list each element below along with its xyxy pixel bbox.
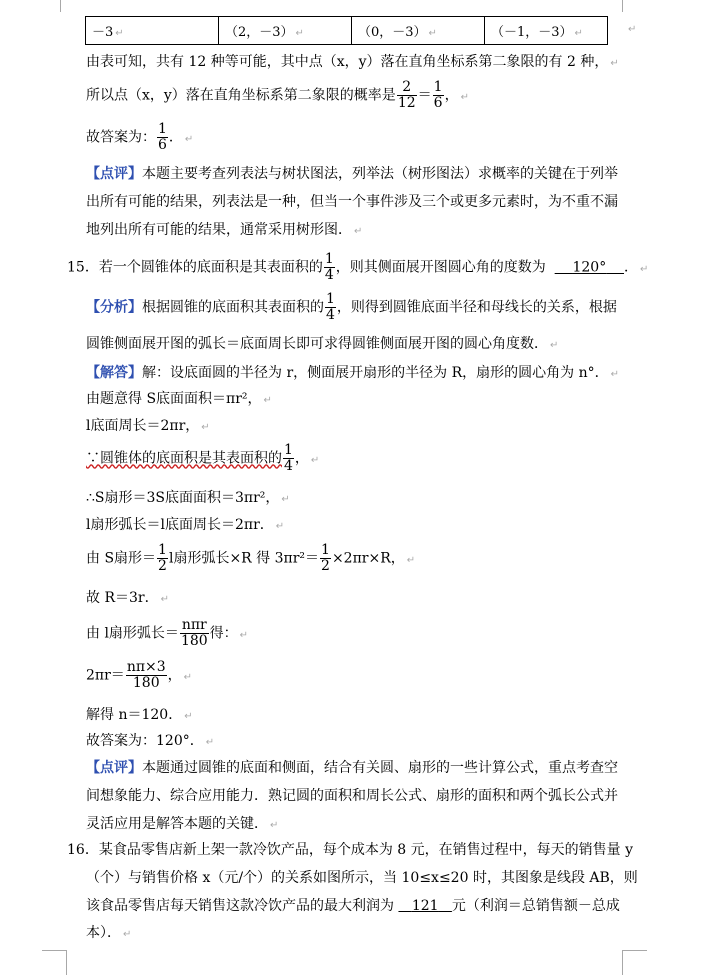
- p14-review-line1: 【点评】本题主要考查列表法与树状图法，列举法（树形图法）求概率的关键在于列举: [86, 166, 618, 182]
- table-row: [86, 17, 608, 45]
- q15-step10: 解得 n＝120． ↵: [86, 707, 193, 723]
- row-end-mark: ↵: [628, 24, 637, 35]
- q16-line4: 本）． ↵: [86, 925, 132, 941]
- answer-blank: 120°: [572, 259, 607, 276]
- q16-line2: （个）与销售价格 x（元/个）的关系如图所示，当 10≤x≤20 时，其图象是线段 AB，则: [86, 870, 638, 886]
- q15-review-line3: 灵活应用是解答本题的关键． ↵: [86, 816, 279, 832]
- q15-question: 15．若一个圆锥体的底面积是其表面积的 $\frac{1}{4}$ ，则其侧面展开图圆心角的度数为 120° ． ↵: [67, 251, 649, 283]
- fraction-1-4: $\frac{1}{4}$: [326, 291, 335, 323]
- q15-step7: 故 R＝3r． ↵: [86, 590, 169, 606]
- q15-step5: l扇形弧长＝l底面周长＝2πr． ↵: [86, 517, 285, 533]
- q15-step2: l底面周长＝2πr， ↵: [86, 418, 210, 434]
- p14-review-line2: 出所有可能的结果，列表法是一种，但当一个事件涉及三个或更多元素时，为不重不漏: [86, 194, 618, 210]
- fraction-npir-180: $\frac{\text{nπr}}{180}$: [180, 617, 208, 649]
- crop-mark-top-right: [622, 0, 623, 12]
- q15-step9: 2πr＝ $\frac{n\pi\times 3}{180}$ ， ↵: [86, 659, 193, 691]
- crop-mark-top-left: [60, 0, 61, 12]
- table-cell: －3 ↵: [86, 17, 219, 45]
- q16-line1: 16．某食品零售店新上架一款冷饮产品，每个成本为 8 元，在销售过程中，每天的销售量 y: [67, 842, 633, 858]
- fraction-1-4: $\frac{1}{4}$: [284, 442, 293, 474]
- q15-step3: ∵圆锥体的底面积是其表面积的 $\frac{1}{4}$ ， ↵: [86, 442, 320, 474]
- fraction-1-2: $\frac{1}{2}$: [158, 542, 167, 574]
- q15-step11: 故答案为：120°． ↵: [86, 733, 215, 749]
- solution-tag: 【解答】: [86, 365, 142, 381]
- q15-review-line1: 【点评】本题通过圆锥的底面和侧面，结合有关圆、扇形的一些计算公式，重点考查空: [86, 760, 618, 776]
- answer-blank: 121: [411, 898, 439, 914]
- q15-step1: 由题意得 S底面面积＝πr²， ↵: [86, 391, 272, 407]
- p14-answer: 故答案为： $\frac{1}{6}$ ． ↵: [86, 121, 194, 153]
- outcome-table: [85, 16, 608, 45]
- p14-review-line3: 地列出所有可能的结果，通常采用树形图． ↵: [86, 222, 363, 238]
- table-cell: （－1，－3） ↵: [485, 17, 608, 45]
- crop-mark-bottom-left: [42, 950, 67, 975]
- q15-analysis-line2: 圆锥侧面展开图的弧长＝底面周长即可求得圆锥侧面展开图的圆心角度数． ↵: [86, 336, 559, 352]
- fraction-2-12: $\frac{2}{12}$: [397, 79, 416, 111]
- table-cell: （0，－3） ↵: [352, 17, 485, 45]
- q15-solution-line1: 【解答】解：设底面圆的半径为 r，侧面展开扇形的半径为 R，扇形的圆心角为 n°． ↵: [86, 365, 619, 381]
- p14-probability-line: 所以点（x，y）落在直角坐标系第二象限的概率是 $\frac{2}{12}$ ＝ $\frac{1}{6}$ ， ↵: [86, 79, 469, 111]
- q15-analysis-line1: 【分析】根据圆锥的底面积其表面积的 $\frac{1}{4}$ ，则得到圆锥底面半径和母线长的关系，根据: [86, 291, 617, 323]
- fraction-1-2: $\frac{1}{2}$: [321, 542, 330, 574]
- fraction-npi3-180: $\frac{n\pi\times 3}{180}$: [126, 659, 166, 691]
- table-cell: （2，－3） ↵: [219, 17, 352, 45]
- review-tag: 【点评】: [86, 760, 142, 776]
- q16-line3: 该食品零售店每天销售这款冷饮产品的最大利润为 121 元（利润＝总销售额－总成: [86, 898, 620, 914]
- crop-mark-bottom-right: [622, 950, 647, 975]
- q15-step8: 由 l扇形弧长＝ $\frac{\text{nπr}}{180}$ 得： ↵: [86, 617, 249, 649]
- fraction-1-4: $\frac{1}{4}$: [324, 251, 334, 283]
- analysis-tag: 【分析】: [86, 299, 142, 316]
- review-tag: 【点评】: [86, 166, 142, 182]
- q15-step6: 由 S扇形＝ $\frac{1}{2}$ l扇形弧长×R 得 3πr²＝ $\frac{1}{2}$ ×2πr×R， ↵: [86, 542, 416, 574]
- p14-line1: 由表可知，共有 12 种等可能，其中点（x，y）落在直角坐标系第二象限的有 2 种， ↵: [86, 54, 619, 70]
- fraction-1-6: $\frac{1}{6}$: [433, 79, 443, 111]
- q15-step4: ∴S扇形＝3S底面面积＝3πr²， ↵: [86, 490, 290, 506]
- q15-review-line2: 间想象能力、综合应用能力．熟记圆的面积和周长公式、扇形的面积和两个弧长公式并: [86, 788, 618, 804]
- answer-fraction: $\frac{1}{6}$: [158, 121, 167, 153]
